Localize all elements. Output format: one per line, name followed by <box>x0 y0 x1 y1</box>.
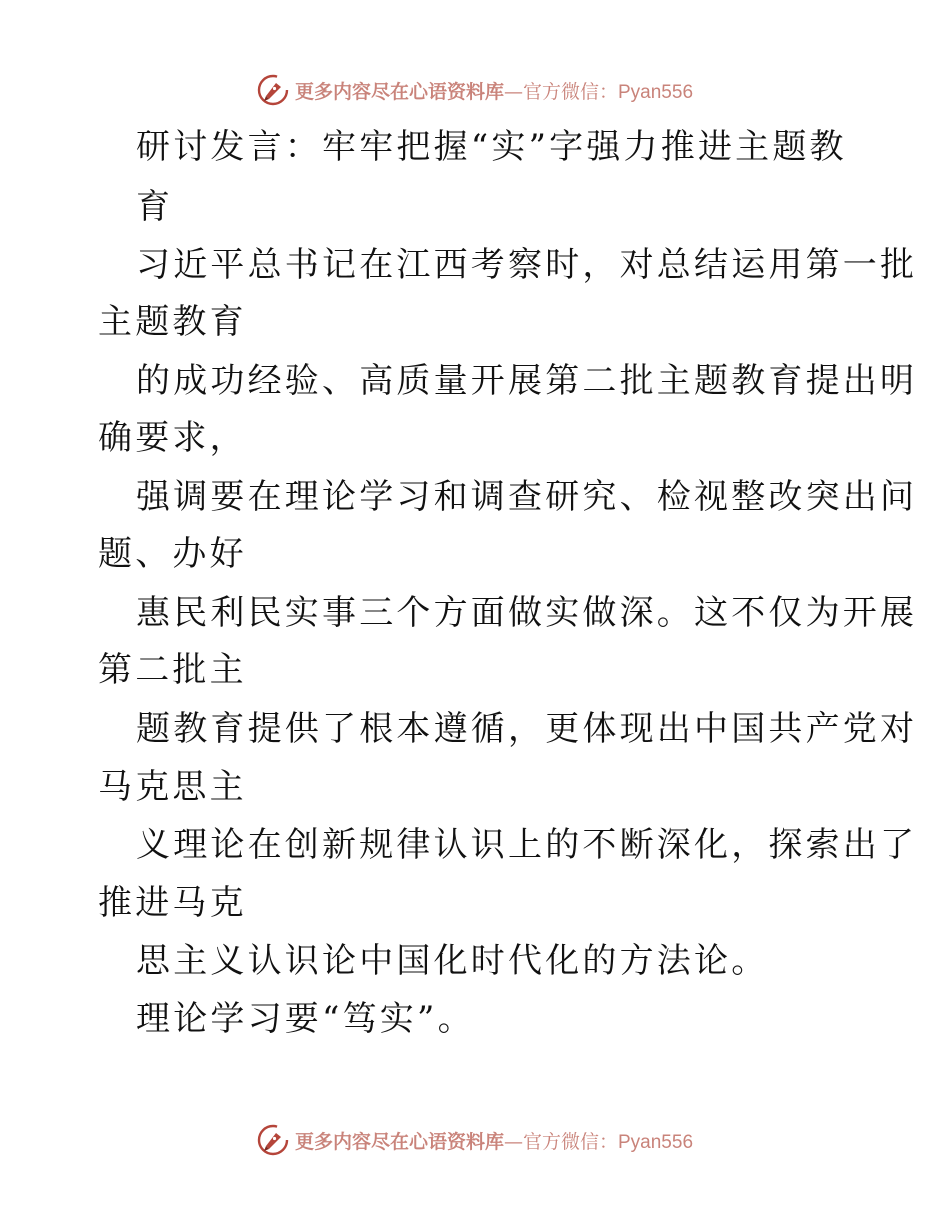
watermark-group <box>257 74 693 106</box>
paragraph-line: 推进马克 <box>98 883 247 923</box>
paragraph-line: 强调要在理论学习和调查研究、检视整改突出问 <box>136 477 918 517</box>
watermark-brand: 更多内容尽在心语资料库 <box>294 1130 504 1153</box>
paragraph-line: 第二批主 <box>98 650 247 690</box>
watermark-wechat-id: Pyan556 <box>618 1131 694 1153</box>
pen-nib-logo-icon <box>257 1124 289 1156</box>
watermark-brand: 更多内容尽在心语资料库 <box>294 80 504 103</box>
watermark-text <box>295 77 693 104</box>
document-title-line-2: 育 <box>136 187 174 227</box>
paragraph-line: 的成功经验、高质量开展第二批主题教育提出明 <box>136 361 918 401</box>
paragraph-line: 题教育提供了根本遵循，更体现出中国共产党对 <box>136 709 918 749</box>
watermark-wechat-label: 官方微信： <box>522 1130 618 1153</box>
watermark-wechat-label: 官方微信： <box>522 80 618 103</box>
document-title-line-1: 研讨发言：牢牢把握“实”字强力推进主题教 <box>136 127 847 167</box>
paragraph-line: 习近平总书记在江西考察时，对总结运用第一批 <box>136 245 918 285</box>
paragraph-line: 惠民利民实事三个方面做实做深。这不仅为开展 <box>136 593 918 633</box>
watermark-wechat-id: Pyan556 <box>618 81 694 103</box>
watermark-text <box>295 1127 693 1154</box>
footer-watermark <box>0 1120 950 1160</box>
paragraph-line: 主题教育 <box>98 302 247 342</box>
paragraph-line: 思主义认识论中国化时代化的方法论。 <box>136 941 769 981</box>
paragraph-line: 题、办好 <box>98 534 247 574</box>
paragraph-line: 义理论在创新规律认识上的不断深化，探索出了 <box>136 825 918 865</box>
header-watermark <box>0 70 950 110</box>
watermark-dash: — <box>503 1130 523 1153</box>
section-heading-line: 理论学习要“笃实”。 <box>136 999 475 1039</box>
watermark-dash: — <box>503 80 523 103</box>
pen-nib-logo-icon <box>257 74 289 106</box>
paragraph-line: 马克思主 <box>98 767 247 807</box>
watermark-group <box>257 1124 693 1156</box>
paragraph-line: 确要求， <box>98 418 247 458</box>
